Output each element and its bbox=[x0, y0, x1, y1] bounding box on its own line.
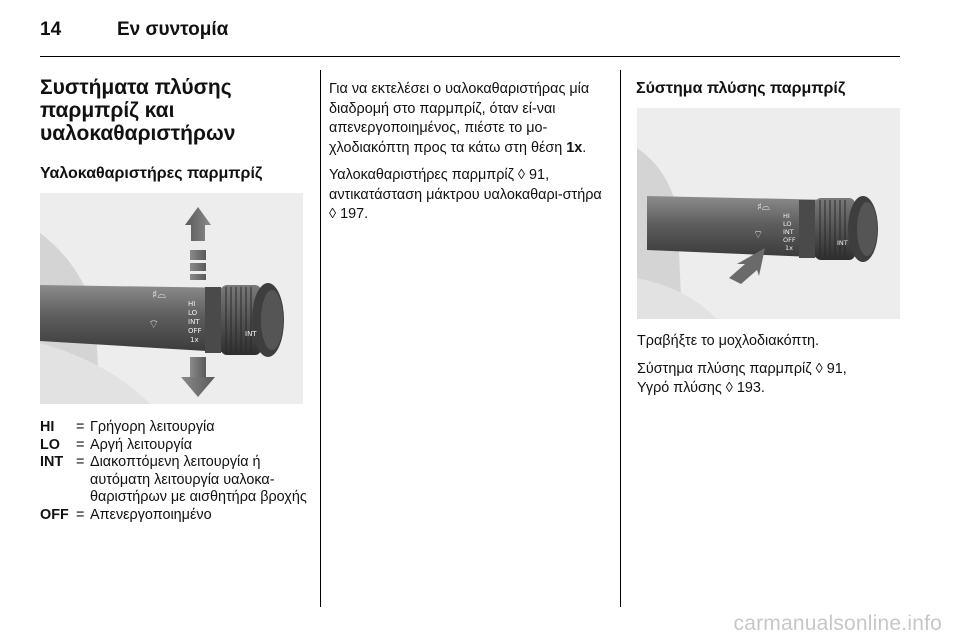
definition-description: Γρήγορη λειτουργία bbox=[90, 419, 215, 435]
definition-term: HI bbox=[40, 419, 55, 435]
washer-symbol-icon: ♯⌓ bbox=[152, 288, 167, 301]
reference-text: αντικατάσταση μάκτρου υαλοκαθαρι-στήρα bbox=[329, 186, 602, 203]
chapter-title: Εν συντομία bbox=[117, 19, 229, 40]
wiper-symbol-icon: ⌔ bbox=[753, 228, 764, 241]
reference-text: Υγρό πλύσης bbox=[637, 380, 722, 396]
definition-equals: = bbox=[76, 454, 85, 470]
definition-term: OFF bbox=[40, 506, 69, 523]
reference-blade-replacement[interactable]: αντικατάσταση μάκτρου υαλοκαθαρι-στήρα ◊ 197. bbox=[329, 186, 602, 222]
position-1x-label: 1x bbox=[566, 139, 583, 156]
single-wipe-text: Για να εκτελέσει ο υαλοκαθαριστήρας μία διαδρομή στο παρμπρίζ, όταν εί-ναι απενεργοποιημένος, πιέστε το μο-χλοδιακόπτη προς τα κάτω στη θέση bbox=[329, 81, 590, 156]
stalk-label-1x: 1x bbox=[190, 336, 199, 344]
stalk-label-lo: LO bbox=[783, 220, 792, 228]
washer-stalk-figure bbox=[637, 108, 900, 319]
washer-symbol-icon: ♯⌓ bbox=[757, 202, 770, 213]
column-divider-right bbox=[620, 70, 621, 607]
wiper-stalk-figure bbox=[40, 193, 303, 404]
arrow-up-icon bbox=[185, 207, 211, 280]
definition-term: INT bbox=[40, 454, 64, 470]
reference-washer[interactable]: Σύστημα πλύσης παρμπρίζ ◊ 91, bbox=[637, 360, 847, 377]
definition-row bbox=[40, 454, 310, 507]
subsection-title-wipers: Υαλοκαθαριστήρες παρμπρίζ bbox=[40, 165, 263, 182]
arrow-down-icon bbox=[181, 357, 215, 397]
single-wipe-paragraph bbox=[329, 80, 612, 158]
middle-column-text bbox=[329, 80, 612, 233]
page-reference-icon: ◊ bbox=[815, 360, 823, 377]
ring-label-int: INT bbox=[837, 239, 848, 247]
definition-description: Διακοπτόμενη λειτουργία ή αυτόματη λειτουργία υαλοκα-θαριστήρων με αισθητήρα βροχής bbox=[90, 454, 307, 505]
definition-description: Αργή λειτουργία bbox=[90, 436, 193, 453]
section-title: Συστήματα πλύσης παρμπρίζ και υαλοκαθαριστήρων bbox=[40, 76, 236, 145]
definition-term: LO bbox=[40, 436, 60, 453]
stalk-label-hi: HI bbox=[188, 300, 196, 308]
subsection-title-washer: Σύστημα πλύσης παρμπρίζ bbox=[636, 80, 846, 97]
stalk-label-int: INT bbox=[188, 318, 200, 326]
stalk-label-lo: LO bbox=[188, 309, 198, 317]
stalk-label-off: OFF bbox=[783, 236, 796, 244]
page-reference-icon: ◊ bbox=[329, 206, 337, 222]
wiper-symbol-icon: ⌔ bbox=[148, 317, 160, 331]
page-reference-icon: ◊ bbox=[517, 167, 526, 183]
stalk-label-hi: HI bbox=[783, 212, 790, 220]
paragraph-end: . bbox=[582, 139, 587, 156]
cross-references bbox=[329, 166, 612, 225]
right-column-text bbox=[637, 332, 900, 407]
definition-equals: = bbox=[76, 506, 85, 523]
position-definitions bbox=[40, 419, 310, 524]
reference-text: Σύστημα πλύσης παρμπρίζ bbox=[637, 360, 812, 377]
reference-page: 91 bbox=[529, 167, 546, 183]
header-rule bbox=[40, 56, 900, 57]
reference-page: 197 bbox=[340, 206, 365, 222]
stalk-label-int: INT bbox=[783, 228, 794, 236]
stalk-label-1x: 1x bbox=[785, 244, 793, 252]
watermark: carmanualsonline.info bbox=[733, 612, 942, 635]
ring-label-int: INT bbox=[245, 330, 257, 338]
definition-description: Απενεργοποιημένο bbox=[90, 506, 212, 523]
page-reference-icon: ◊ bbox=[725, 380, 733, 396]
stalk-label-off: OFF bbox=[188, 327, 202, 335]
reference-wipers[interactable]: Υαλοκαθαριστήρες παρμπρίζ ◊ 91, bbox=[329, 167, 550, 183]
definition-row bbox=[40, 437, 310, 455]
column-divider-left bbox=[320, 70, 321, 607]
page-number: 14 bbox=[40, 19, 62, 40]
cross-references bbox=[637, 360, 900, 399]
definition-row bbox=[40, 419, 310, 437]
reference-page: 91 bbox=[826, 360, 843, 377]
pull-instruction: Τραβήξτε το μοχλοδιακόπτη. bbox=[637, 333, 820, 349]
definition-equals: = bbox=[76, 436, 85, 453]
reference-page: 193 bbox=[736, 380, 761, 396]
reference-text: Υαλοκαθαριστήρες παρμπρίζ bbox=[329, 167, 514, 183]
reference-washer-fluid[interactable]: Υγρό πλύσης ◊ 193. bbox=[637, 380, 765, 396]
definition-row bbox=[40, 507, 310, 525]
definition-equals: = bbox=[76, 419, 85, 435]
